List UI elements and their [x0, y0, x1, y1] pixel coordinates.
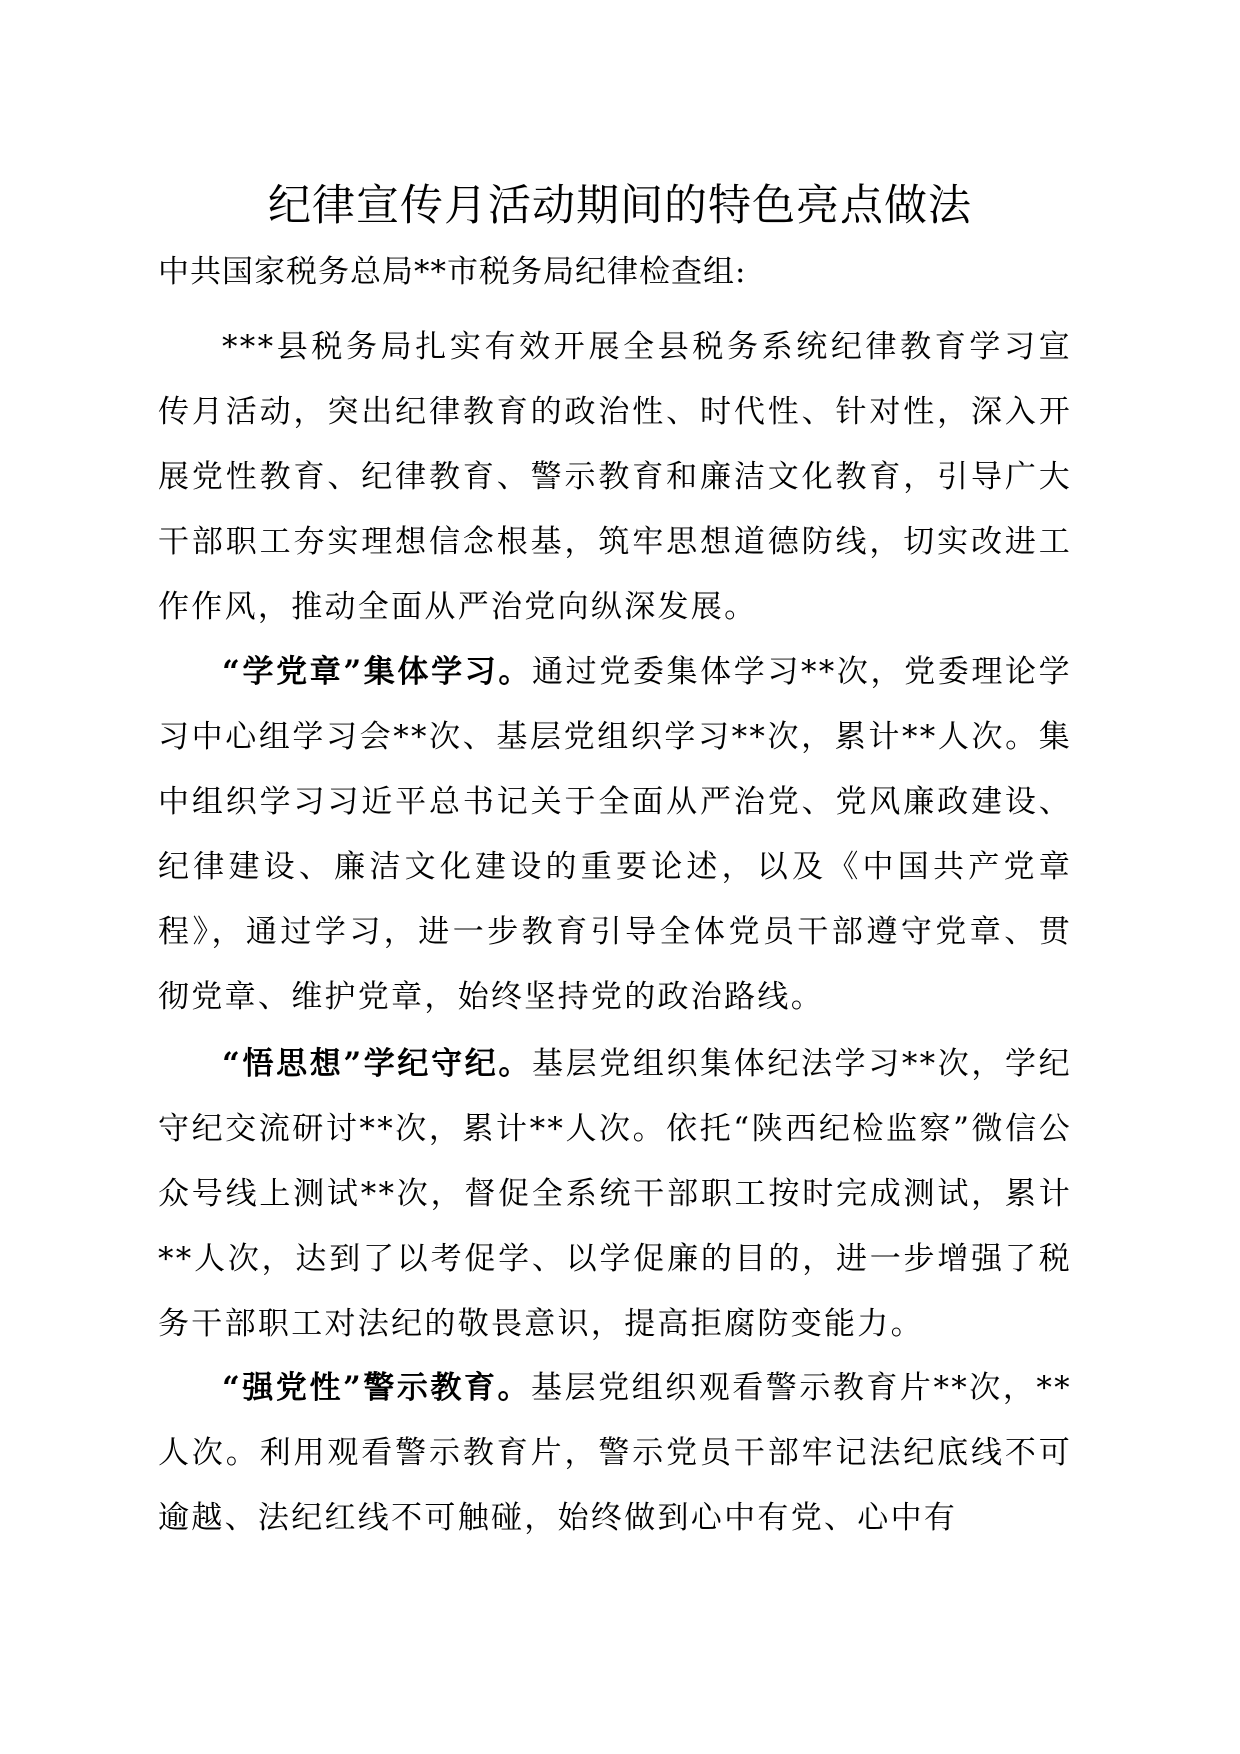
paragraph-text: 通过党委集体学习**次，党委理论学习中心组学习会**次、基层党组织学习**次，累计**人次。集中组织学习习近平总书记关于全面从严治党、党风廉政建设、纪律建设、廉洁文化建设的重要论述，以及《中国共产党章程》，通过学习，进一步教育引导全体党员干部遵守党章、贯彻党章、维护党章，始终坚持党的政治路线。 [158, 654, 1072, 1015]
paragraph-intro [158, 315, 1072, 640]
paragraph-text: 基层党组织观看警示教育片**次，**人次。利用观看警示教育片，警示党员干部牢记法纪底线不可逾越、法纪红线不可触碰，始终做到心中有党、心中有 [158, 1370, 1072, 1536]
document-title: 纪律宣传月活动期间的特色亮点做法 [268, 181, 972, 231]
paragraph-study-party-constitution [158, 640, 1072, 1030]
paragraph-text: 基层党组织集体纪法学习**次，学纪守纪交流研讨**次，累计**人次。依托“陕西纪检监察”微信公众号线上测试**次，督促全系统干部职工按时完成测试，累计**人次，达到了以考促学、以学促廉的目的，进一步增强了税务干部职工对法纪的敬畏意识，提高拒腐防变能力。 [158, 1046, 1072, 1342]
paragraph-lead: “学党章”集体学习。 [222, 654, 532, 690]
paragraph-lead: “强党性”警示教育。 [222, 1370, 532, 1406]
paragraph-text: ***县税务局扎实有效开展全县税务系统纪律教育学习宣传月活动，突出纪律教育的政治性、时代性、针对性，深入开展党性教育、纪律教育、警示教育和廉洁文化教育，引导广大干部职工夯实理想信念根基，筑牢思想道德防线，切实改进工作作风，推动全面从严治党向纵深发展。 [158, 329, 1072, 625]
paragraph-lead: “悟思想”学纪守纪。 [222, 1046, 532, 1082]
paragraph-warning-education [158, 1356, 1072, 1551]
paragraph-discipline-study [158, 1032, 1072, 1357]
addressee-line: 中共国家税务总局**市税务局纪律检查组: [158, 254, 747, 290]
